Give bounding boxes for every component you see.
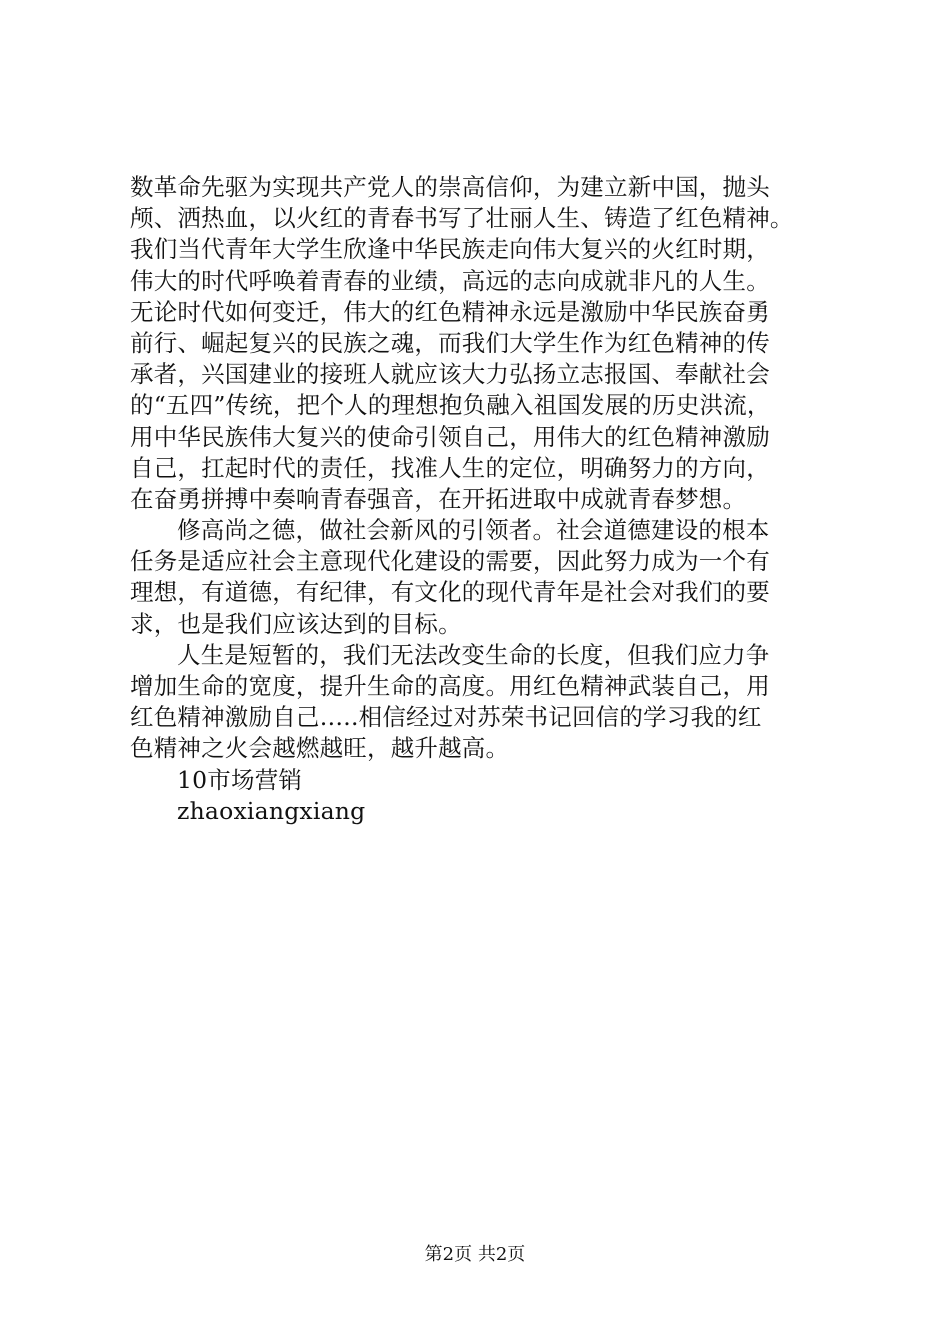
text-line: 增加生命的宽度，提升生命的高度。用红色精神武装自己，用 <box>130 672 770 700</box>
text-line: 无论时代如何变迁，伟大的红色精神永远是激励中华民族奋勇 <box>130 297 770 326</box>
text-line: 自己，扛起时代的责任，找准人生的定位，明确努力的方向， <box>130 453 770 482</box>
text-line: 颅、洒热血，以火红的青春书写了壮丽人生、铸造了红色精神。 <box>130 204 794 233</box>
text-line: 前行、崛起复兴的民族之魂，而我们大学生作为红色精神的传 <box>130 328 770 357</box>
text-line: 承者，兴国建业的接班人就应该大力弘扬立志报国、奉献社会 <box>130 360 770 389</box>
text-line: 的“五四”传统，把个人的理想抱负融入祖国发展的历史洪流， <box>130 391 771 420</box>
page-footer: 第2页 共2页 <box>424 1244 526 1265</box>
text-line: 人生是短暂的，我们无法改变生命的长度，但我们应力争 <box>177 640 770 669</box>
text-line: 我们当代青年大学生欣逢中华民族走向伟大复兴的火红时期， <box>130 235 770 264</box>
text-line: 色精神之火会越燃越旺，越升越高。 <box>130 734 510 763</box>
signature-class: 10市场营销 <box>177 765 303 794</box>
text-line: 红色精神激励自己…..相信经过对苏荣书记回信的学习我的红 <box>130 703 762 732</box>
text-line: 理想，有道德，有纪律，有文化的现代青年是社会对我们的要 <box>130 578 770 607</box>
signature-name: zhaoxiangxiang <box>177 796 366 825</box>
text-line: 在奋勇拼搏中奏响青春强音，在开拓进取中成就青春梦想。 <box>130 484 747 513</box>
text-line: 任务是适应社会主意现代化建设的需要，因此努力成为一个有 <box>130 547 770 576</box>
document-body <box>130 172 850 827</box>
text-line: 修高尚之德，做社会新风的引领者。社会道德建设的根本 <box>177 516 770 545</box>
text-line: 求，也是我们应该达到的目标。 <box>130 609 462 638</box>
text-line: 数革命先驱为实现共产党人的崇高信仰，为建立新中国，抛头 <box>130 173 770 201</box>
text-line: 用中华民族伟大复兴的使命引领自己，用伟大的红色精神激励 <box>130 422 770 451</box>
text-line: 伟大的时代呼唤着青春的业绩，高远的志向成就非凡的人生。 <box>130 266 770 295</box>
